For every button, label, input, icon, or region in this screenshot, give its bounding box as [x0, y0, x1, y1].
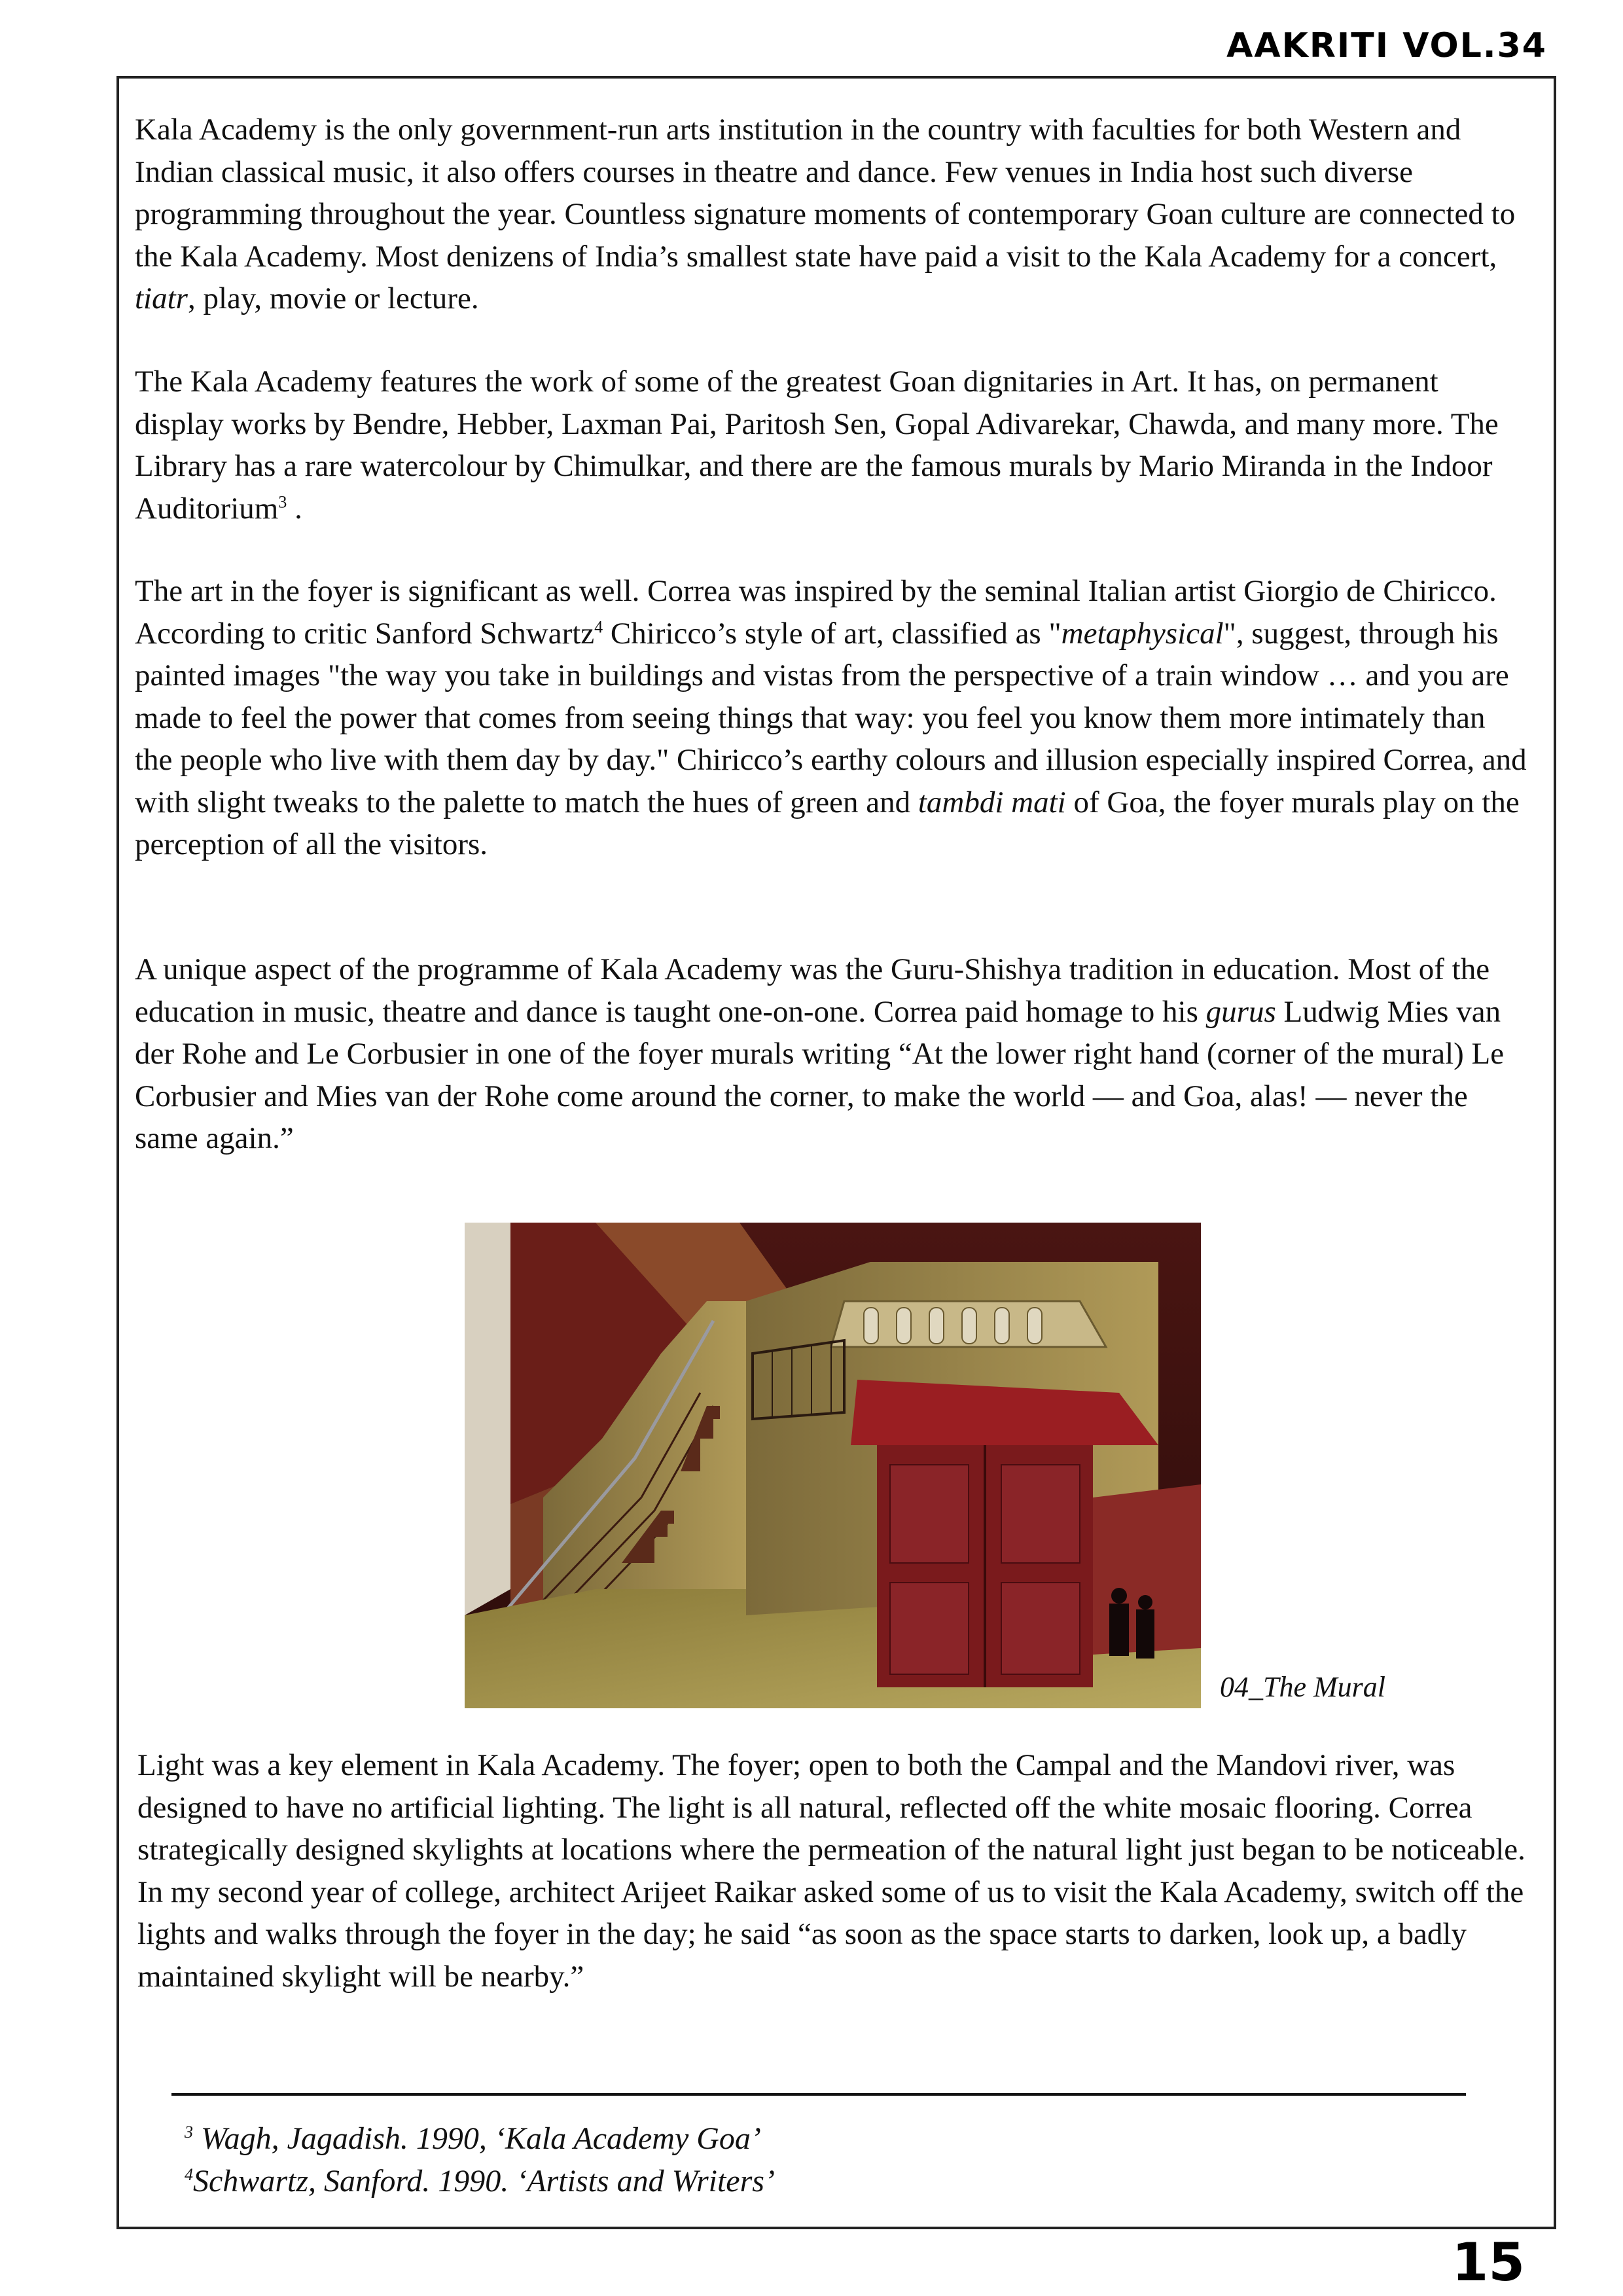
text-run: Ludwig Mies van der Rohe and Le Corbusier in one of the foyer murals writing “At the lower right hand (corner of the mural) Le Corbusier and Mies van der Rohe come around the corner, to make the world — and Goa, alas! — never the same again.”	[135, 994, 1505, 1155]
footnote-number: 3	[185, 2123, 193, 2142]
text-run: A unique aspect of the programme of Kala Academy was the Guru-Shishya tradition in education. Most of the education in music, theatre and dance is taught one-on-one. Correa paid homage to his	[135, 952, 1490, 1029]
text-run: ", suggest, through his painted images "the way you take in buildings and vistas from the perspective of a train window … and you are made to feel the power that comes from seeing things that way: you feel you know them more intimately than the people who live with them day by day." Chiricco’s earthy colours and illusion especially inspired Correa, and with slight tweaks to the palette to match the hues of green and	[135, 616, 1527, 819]
footnote-text: Wagh, Jagadish. 1990, ‘Kala Academy Goa’	[193, 2121, 761, 2156]
header-title: AAKRITI VOL.34	[1226, 26, 1547, 65]
mural-image	[465, 1223, 1201, 1708]
footnote-text: Schwartz, Sanford. 1990. ‘Artists and Writers’	[193, 2164, 775, 2198]
paragraph-guru-shishya	[135, 948, 1529, 1160]
text-run: Kala Academy is the only government-run arts institution in the country with faculties for both Western and Indian classical music, it also offers courses in theatre and dance. Few venues in India host such diverse programming throughout the year. Countless signature moments of contemporary Goan culture are connected to the Kala Academy. Most denizens of India’s smallest state have paid a visit to the Kala Academy for a concert,	[135, 113, 1516, 274]
paragraph-light	[137, 1744, 1531, 1998]
text-run: The Kala Academy features the work of some of the greatest Goan dignitaries in Art. It has, on permanent display works by Bendre, Hebber, Laxman Pai, Paritosh Sen, Gopal Adivarekar, Chawda, and many more. The Library has a rare watercolour by Chimulkar, and there are the famous murals by Mario Miranda in the Indoor Auditorium	[135, 365, 1499, 526]
footnote-ref: 3	[278, 492, 287, 511]
paragraph-kala-academy-intro	[135, 109, 1529, 320]
footnote	[185, 2163, 775, 2199]
italic-term: tiatr	[135, 281, 188, 315]
text-run: The art in the foyer is significant as well. Correa was inspired by the seminal Italian artist Giorgio de Chiricco. According to critic Sanford Schwartz	[135, 574, 1497, 651]
paragraph-artworks	[135, 361, 1529, 529]
paragraph-foyer-art	[135, 570, 1529, 866]
text-run: of Goa, the foyer murals play on the perception of all the visitors.	[135, 785, 1520, 861]
text-run: Light was a key element in Kala Academy. The foyer; open to both the Campal and the Mandovi river, was designed to have no artificial lighting. The light is all natural, reflected off the white mosaic flooring. Correa strategically designed skylights at locations where the permeation of the natural light just began to be noticeable. In my second year of college, architect Arijeet Raikar asked some of us to visit the Kala Academy, switch off the lights and walks through the foyer in the day; he said “as soon as the space starts to darken, look up, a badly maintained skylight will be nearby.”	[137, 1748, 1525, 1994]
italic-term: gurus	[1205, 994, 1276, 1029]
page-number: 15	[1452, 2232, 1525, 2293]
italic-term: metaphysical	[1061, 616, 1224, 651]
text-run: Chiricco’s style of art, classified as "	[603, 616, 1061, 651]
text-run: .	[287, 491, 302, 526]
footnote	[185, 2121, 761, 2157]
footnote-ref: 4	[594, 617, 603, 636]
footnote-divider	[171, 2093, 1466, 2096]
italic-term: tambdi mati	[918, 785, 1066, 819]
figure-caption: 04_The Mural	[1220, 1671, 1385, 1703]
footnote-number: 4	[185, 2165, 193, 2184]
text-run: , play, movie or lecture.	[187, 281, 479, 315]
